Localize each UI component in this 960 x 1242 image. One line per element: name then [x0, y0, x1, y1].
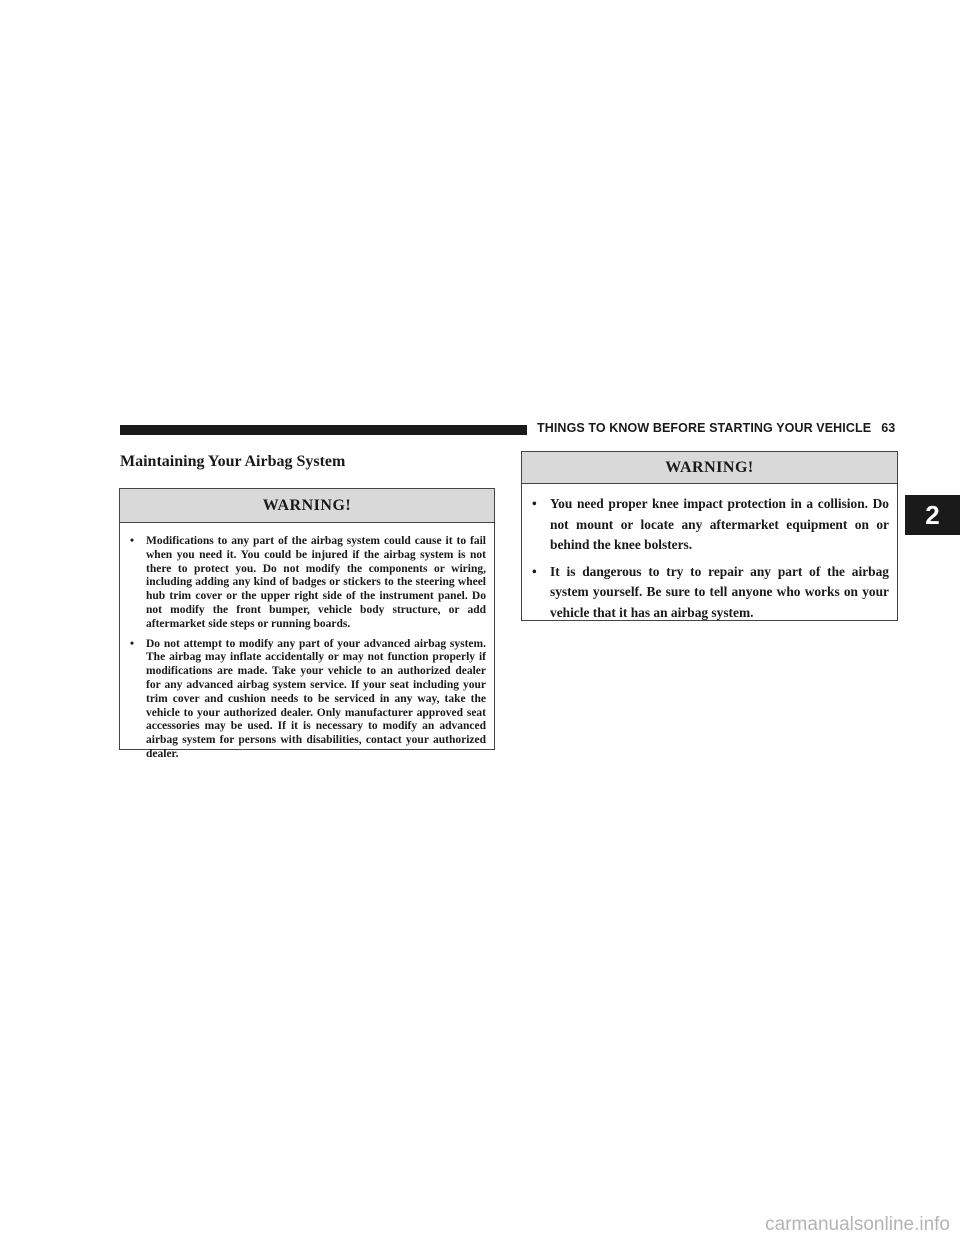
header-title: THINGS TO KNOW BEFORE STARTING YOUR VEHICLE: [537, 421, 872, 435]
header-rule: [120, 425, 527, 435]
bullet-icon: •: [532, 563, 537, 579]
warning-box-left: [119, 488, 495, 760]
warning-item-text: Modifications to any part of the airbag system could cause it to fail when you need it. You could be injured if the airbag system is not there to protect you. Do not modify the components or wiring, including adding any kind of badges or stickers to the steering wheel hub trim cover or the upper right side of the instrument panel. Do not modify the front bumper, vehicle body structure, or add aftermarket side steps or running boards.: [146, 535, 486, 630]
warning-item-text: You need proper knee impact protection in a collision. Do not mount or locate any aftermarket equipment on or behind the knee bolsters.: [550, 496, 889, 552]
warning-heading: WARNING!: [522, 452, 897, 484]
chapter-tab: 2: [905, 495, 960, 535]
warning-item: [532, 494, 889, 556]
watermark: carmanualsonline.info: [765, 1214, 950, 1235]
warning-item-text: It is dangerous to try to repair any part of the airbag system yourself. Be sure to tell anyone who works on your vehicle that it has an airbag system.: [550, 563, 889, 620]
section-title: Maintaining Your Airbag System: [120, 453, 346, 470]
bullet-icon: •: [532, 496, 537, 511]
page-number: 63: [881, 421, 896, 435]
warning-box-right: [521, 451, 898, 621]
bullet-icon: •: [130, 535, 135, 547]
warning-list: [522, 484, 897, 623]
warning-item: [532, 562, 889, 624]
bullet-icon: •: [130, 637, 135, 650]
warning-list: [120, 523, 494, 762]
warning-item-text: Do not attempt to modify any part of your advanced airbag system. The airbag may inflate accidentally or may not function properly if modifications are made. Take your vehicle to an authorized dealer for any advanced airbag system service. If your seat including your trim cover and cushion needs to be serviced in any way, take the vehicle to your authorized dealer. Only manufacturer approved seat accessories may be used. If it is necessary to modify an advanced airbag system for persons with disabilities, contact your authorized dealer.: [146, 637, 486, 760]
warning-heading: WARNING!: [120, 489, 494, 523]
warning-item: [130, 638, 486, 762]
warning-item: [130, 535, 486, 632]
running-header: [537, 421, 895, 435]
